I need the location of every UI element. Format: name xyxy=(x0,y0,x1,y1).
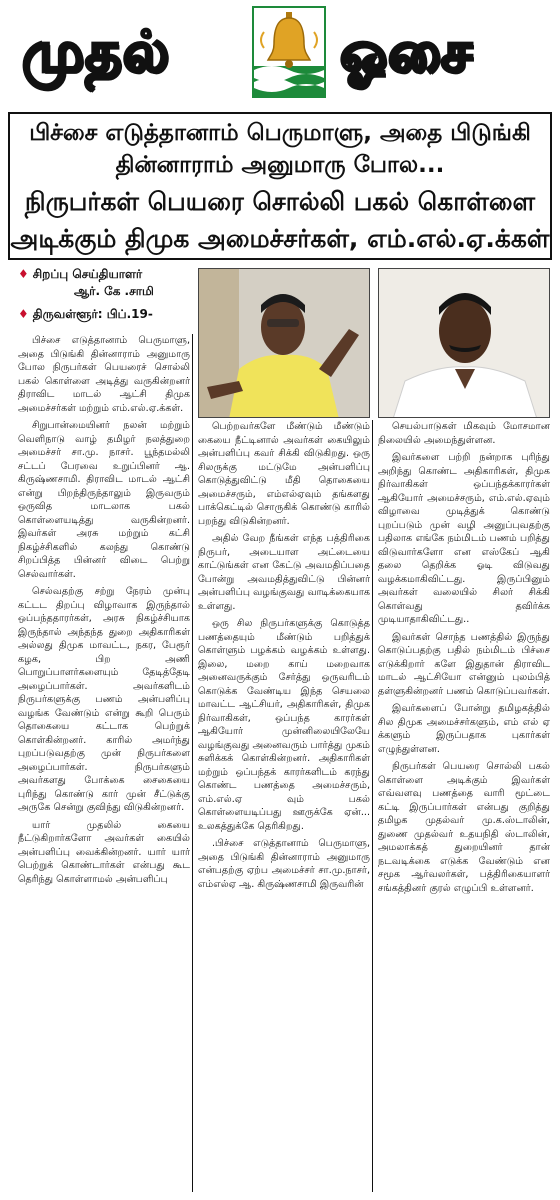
headline-line-4: அடிக்கும் திமுக அமைச்சர்கள், எம்.எல்.ஏ.க்கள் xyxy=(10,224,550,253)
column-divider xyxy=(192,334,193,1192)
headline-line-2: தின்னாராம் அனுமாரு போல... xyxy=(115,152,445,178)
column-divider xyxy=(372,420,373,1192)
article-column-1 xyxy=(18,334,190,1192)
paragraph: அதில் வேற நீங்கள் எந்த பத்திரிகை நிருபர், அடையாள அட்டையை காட்டுங்கள் என கேட்டு அவமதிப்பதை போன்று அவமதித்துவிட்டு பின்னர் அன்பளிப்பு வழங்குவது வாடிக்கையாக உள்ளது. xyxy=(198,533,370,612)
paragraph: செல்வதற்கு சற்று நேரம் முன்பு கட்டட திறப்பு விழாவாக இருந்தால் ஒப்பந்ததாரர்கள், அரசு நிகழ்ச்சியாக இருந்தால் அந்தந்த துறை அதிகாரிகள் அல்லது திமுக மாவட்ட, நகர, பேரூர் கழக, பிற அணி பொறுப்பாளர்களையும் தேடித்தேடி அழைப்பார்கள். அவர்களிடம் நிருபர்களுக்கு பணம் அன்பளிப்பு வழங்க வேண்டும் என்று கூறி பெரும் தொகையை கட்டாக பெற்றுக் கொள்கின்றனர். காரில் அமர்ந்து புறப்படுவதற்கு முன் நிருபர்களை அழைப்பார்கள். நிருபர்களும் அவர்களது போக்கை சைகையை புரிந்து கொண்டு கார் முன் சீட்டுக்கு அருகே சென்று குவிந்து விடுகின்றனர். xyxy=(18,586,190,813)
person-portrait-photo xyxy=(378,268,550,418)
paragraph: பிச்சை எடுத்தானாம் பெருமாளு, அதை பிடுங்கி தின்னாராம் அனுமாரு போல நிருபர்கள் பெயரைச் சொல்லி பகல் கொள்ளை அடித்து வருகின்றனர் திராவிட மாடல் ஆட்சி திமுக அமைச்சர்கள் மற்றும் எம்.எல்.ஏ.க்கள். xyxy=(18,335,190,414)
paragraph: யார் முதலில் கையை நீட்டுகிறார்களோ அவர்கள் கையில் அன்பளிப்பு வைக்கின்றனர். யார் யார் பெற்றுக் கொண்டார்கள் என்பது கூட தெரிந்து கொள்ளாமல் அன்பளிப்பு xyxy=(18,819,190,885)
paragraph: பெற்றவர்களே மீண்டும் மீண்டும் கையை நீட்டினால் அவர்கள் கையிலும் அன்பளிப்பு கவர் சிக்கி விடுகிறது. ஒரு சிலருக்கு மட்டுமே அன்பளிப்பு கொடுத்துவிட்டு மீதி தொகையை அமைச்சரும், எம்எல்ஏவும் தங்களது பாக்கெட்டில் சொருகிக் கொண்டு காரில் பறந்து விடுகின்றனர். xyxy=(198,421,370,527)
masthead-title-right: ஓசை xyxy=(340,20,473,85)
paragraph: நிருபர்கள் பெயரை சொல்லி பகல் கொள்ளை அடிக்கும் இவர்கள் எவ்வளவு பணத்தை வாரி மூட்டை கட்டி இருப்பார்கள் என்பது குறித்து தமிழக முதல்வர் மு.க.ஸ்டாலின், துணை முதல்வர் உதயநிதி ஸ்டாலின், அமலாக்கத் துறையினர் தான் நடவடிக்கை எடுக்க வேண்டும் என சமூக ஆர்வலர்கள், பத்திரிகையாளர் சங்கத்தினர் குரல் எழுப்பி உள்ளனர். xyxy=(378,761,550,894)
bell-logo-icon xyxy=(252,6,326,98)
person-gesturing-photo xyxy=(198,268,370,418)
headline-line-1: பிச்சை எடுத்தானாம் பெருமாளு, அதை பிடுங்கி xyxy=(29,120,531,146)
masthead xyxy=(0,0,560,104)
article-column-3 xyxy=(378,420,550,1192)
byline-dateline xyxy=(18,306,153,322)
headline-line-3: நிருபர்கள் பெயரை சொல்லி பகல் கொள்ளை xyxy=(24,187,536,216)
diamond-bullet-icon: ♦ xyxy=(18,267,29,281)
byline-reporter xyxy=(18,266,142,282)
paragraph: ஒரு சில நிருபர்களுக்கு கொடுத்த பணத்தையும் மீண்டும் பறித்துக் கொள்ளும் பழக்கம் வழக்கம் உள்ளது. இலை, மறை காய் மறைவாக அனைவருக்கும் சேர்த்து ஒருவரிடம் கொடுக்க வேண்டிய இந்த செயலை மாவட்ட ஆட்சியர், அதிகாரிகள், திமுக நிர்வாகிகள், ஒப்பந்த காரர்கள் ஆகியோர் முன்னிலையிலேயே வழங்குவது அனைவரும் பார்த்து முகம் சுளிக்கக் கொள்கின்றனர். அதிகாரிகள் மற்றும் ஒப்பந்தக் காரர்களிடம் கரந்து கொண்ட பணத்தை அமைச்சரும், எம்.எல்.ஏ வும் பகல் கொள்ளையடிப்பது ஊருக்கே ஏன்... உலகத்துக்கே தெரிகிறது. xyxy=(198,618,370,832)
headline-box xyxy=(8,112,552,260)
paragraph: இவர்கள் சொந்த பணத்தில் இருந்து கொடுப்பதற்கு பதில் நம்மிடம் பிச்சை எடுக்கிறார் களே இதுதான் திராவிட மாடல் ஆட்சியோ என்னும் புலம்பித் தள்ளுகின்றனர் பணம் கொடுப்பவர்கள். xyxy=(378,631,550,697)
paragraph: .பிச்சை எடுத்தானாம் பெருமாளு, அதை பிடுங்கி தின்னாராம் அனுமாரு என்பதற்கு ஏற்ப அமைச்சர் சா.மு.நாசர், எம்எல்ஏ ஆ. கிருஷ்ணசாமி இருவரின் xyxy=(198,838,370,890)
reporter-role: சிறப்பு செய்தியாளர் xyxy=(32,267,143,281)
paragraph: இவர்களை பற்றி நன்றாக புரிந்து அறிந்து கொண்ட அதிகாரிகள், திமுக நிர்வாகிகள் ஒப்பந்தக்காரர்கள் ஆகியோர் அமைச்சரும், எம்.எல்.ஏவும் விழாவை முடித்துக் கொண்டு புறப்படும் முன் வழி அனுப்புவதற்கு பதிலாக எங்கே நம்மிடம் பணம் பறித்து விடுவார்களோ என எஸ்கேப் ஆகி தலை தெறிக்க ஓடி விடுவது வழக்கமாகிவிட்டது. இருப்பினும் அவர்கள் வலையில் சிலர் சிக்கி கொள்வது தவிர்க்க முடியாதாகிவிட்டது.. xyxy=(378,452,550,625)
reporter-name: ஆர். கே .சாமி xyxy=(74,284,154,298)
diamond-bullet-icon: ♦ xyxy=(18,307,29,321)
article-column-2 xyxy=(198,420,370,1192)
paragraph: செயல்பாடுகள் மிகவும் மோசமான நிலையில் அமைந்துள்ளன. xyxy=(378,421,550,446)
paragraph: இவர்களைப் போன்று தமிழகத்தில் சில திமுக அமைச்சர்களும், எம் எல் ஏ க்களும் இருப்பதாக புகார்கள் எழுந்துள்ளன. xyxy=(378,703,550,755)
masthead-title-left: முதல் xyxy=(22,20,171,85)
paragraph: சிறுபான்மையினர் நலன் மற்றும் வெளிநாடு வாழ் தமிழர் நலத்துறை அமைச்சர் சா.மு. நாசர். பூந்தமல்லி சட்டப் பேரவை உறுப்பினர் ஆ. கிருஷ்ணசாமி. திராவிட மாடல் ஆட்சி என்று பிறந்திருந்தாலும் இருவரும் ஒருவித மாடலாக பகல் கொள்ளையடித்து வருகின்றனர். இவர்கள் அரசு மற்றும் கட்சி நிகழ்ச்சிகளில் கலந்து கொண்டு சிறப்பித்த பின்னர் விடை பெற்று செல்வார்கள். xyxy=(18,420,190,580)
dateline: திருவள்ளூர்: பிப்.19- xyxy=(32,307,153,321)
